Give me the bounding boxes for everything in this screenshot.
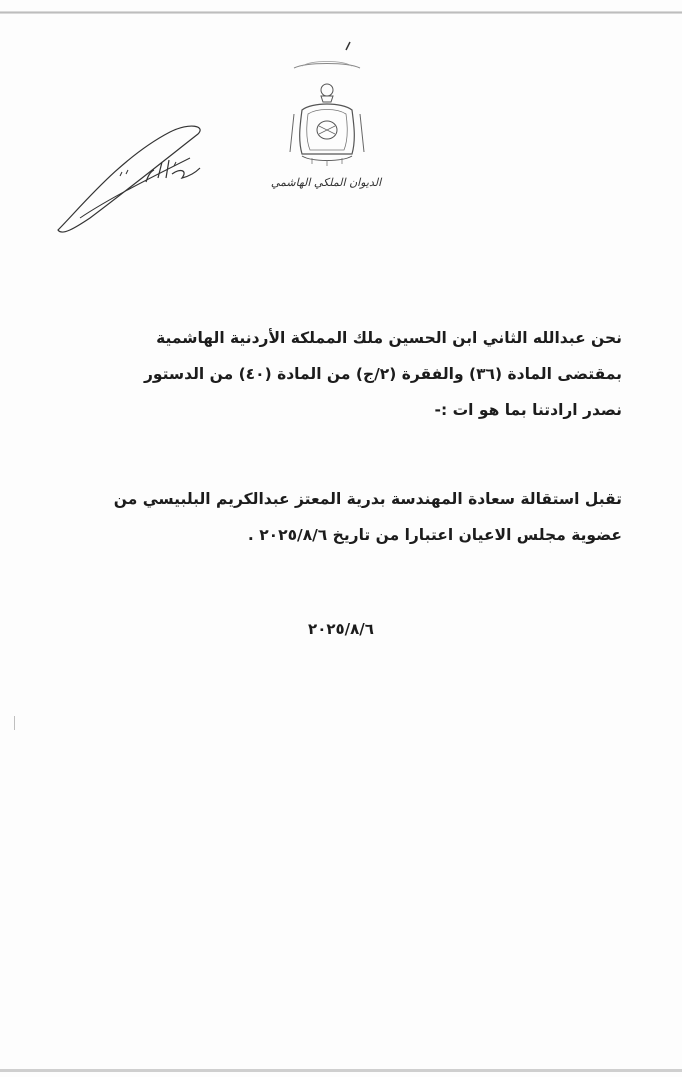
decision-line: تقبل استقالة سعادة المهندسة بدرية المعتز عبدالكريم البلبيسي من (113, 490, 622, 508)
scan-mark (14, 716, 15, 730)
decree-intro (144, 320, 622, 428)
decision-line: عضوية مجلس الاعيان اعتبارا من تاريخ ٢٠٢٥/٨/٦ . (247, 526, 622, 544)
royal-court-caption: الديوان الملكي الهاشمي (270, 176, 382, 189)
decree-date: ٢٠٢٥/٨/٦ (308, 620, 374, 638)
royal-signature (50, 118, 210, 240)
intro-line: بمقتضى المادة (٣٦) والفقرة (٢/ج) من المادة (٤٠) من الدستور (143, 365, 622, 383)
scan-edge-top (0, 8, 682, 18)
intro-line: نصدر ارادتنا بما هو ات :- (434, 401, 622, 419)
intro-line: نحن عبدالله الثاني ابن الحسين ملك المملكة الأردنية الهاشمية (156, 329, 622, 347)
decree-decision (114, 481, 622, 553)
scan-edge-bottom (0, 1066, 682, 1074)
